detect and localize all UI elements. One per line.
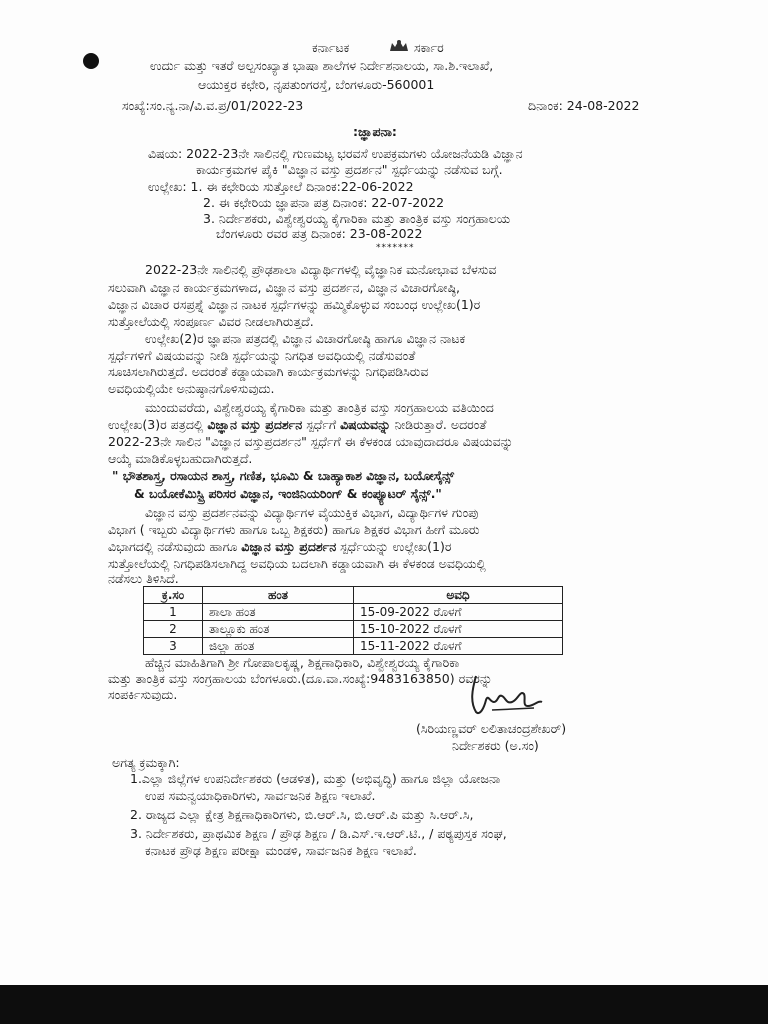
para1-line3: ವಿಜ್ಞಾನ ವಿಚಾರ ರಸಪ್ರಶ್ನೆ ವಿಜ್ಞಾನ ನಾಟಕ ಸ್ಪರ್ಧೆಗಳನ್ನು ಹಮ್ಮಿಕೊಳ್ಳುವ ಸಂಬಂಧ ಉಲ್ಲೇಖ(1)ರ xyxy=(108,297,481,312)
para1-line4: ಸುತ್ತೋಲೆಯಲ್ಲಿ ಸಂಪೂರ್ಣ ವಿವರ ನೀಡಲಾಗಿರುತ್ತದೆ. xyxy=(108,314,314,329)
table-row xyxy=(144,604,563,621)
para1-line2: ಸಲುವಾಗಿ ವಿಜ್ಞಾನ ಕಾರ್ಯಕ್ರಮಗಳಾದ, ವಿಜ್ಞಾನ ವಸ್ತು ಪ್ರದರ್ಶನ, ವಿಜ್ಞಾನ ವಿಚಾರಗೋಷ್ಠಿ, xyxy=(108,280,460,295)
para3-line2-mid: ಸ್ಪರ್ಧೆಗೆ xyxy=(302,417,341,432)
row2-period: 15-10-2022 ರೊಳಗೆ xyxy=(354,621,563,638)
row3-phase: ಜಿಲ್ಲಾ ಹಂತ xyxy=(203,638,354,655)
row1-period: 15-09-2022 ರೊಳಗೆ xyxy=(354,604,563,621)
para4-line3 xyxy=(108,539,451,554)
para3-line2-bold1: ವಿಜ್ಞಾನ ವಸ್ತು ಪ್ರದರ್ಶನ xyxy=(207,417,303,432)
para3-line2 xyxy=(108,417,486,432)
reference-3a: 3. ನಿರ್ದೇಶಕರು, ವಿಶ್ವೇಶ್ವರಯ್ಯ ಕೈಗಾರಿಕಾ ಮತ್ತು ತಾಂತ್ರಿಕ ವಸ್ತು ಸಂಗ್ರಹಾಲಯ xyxy=(203,211,511,226)
row1-phase: ಶಾಲಾ ಹಂತ xyxy=(203,604,354,621)
table-row xyxy=(144,621,563,638)
row2-phase: ತಾಲ್ಲೂಕು ಹಂತ xyxy=(203,621,354,638)
reference-2: 2. ಈ ಕಛೇರಿಯ ಜ್ಞಾಪನಾ ಪತ್ರ ದಿನಾಂಕ: 22-07-2022 xyxy=(203,195,445,210)
para3-line3: 2022-23ನೇ ಸಾಲಿನ "ವಿಜ್ಞಾನ ವಸ್ತುಪ್ರದರ್ಶನ" ಸ್ಪರ್ಧೆಗೆ ಈ ಕೆಳಕಂಡ ಯಾವುದಾದರೂ ವಿಷಯವನ್ನು xyxy=(108,434,514,449)
reference-3b: ಬೆಂಗಳೂರು ರವರ ಪತ್ರ ದಿನಾಂಕ: 23-08-2022 xyxy=(216,226,423,241)
contact-line1: ಹೆಚ್ಚಿನ ಮಾಹಿತಿಗಾಗಿ ಶ್ರೀ ಗೋಪಾಲಕೃಷ್ಣ, ಶಿಕ್ಷಣಾಧಿಕಾರಿ, ವಿಶ್ವೇಶ್ವರಯ್ಯ ಕೈಗಾರಿಕಾ xyxy=(145,655,460,670)
signatory-designation: ನಿರ್ದೇಶಕರು (ಅ.ಸಂ) xyxy=(452,738,539,753)
topics-line2: & ಬಯೋಕೆಮಿಸ್ಟ್ರಿ ಪರಿಸರ ವಿಜ್ಞಾನ, ಇಂಜಿನಿಯರಿಂಗ್ & ಕಂಪ್ಯೂಟರ್ ಸೈನ್ಸ್." xyxy=(134,487,442,501)
signatory-name: (ಸಿರಿಯಣ್ಣವರ್ ಲಲಿತಾಚಂದ್ರಶೇಖರ್) xyxy=(416,721,567,736)
para4-line3-post: ಸ್ಪರ್ಧೆಯನ್ನು ಉಲ್ಲೇಖ(1)ರ xyxy=(336,539,452,554)
punch-hole-mark xyxy=(83,53,99,69)
state-name-right: ಸರ್ಕಾರ xyxy=(414,40,444,55)
para4-line1: ವಿಜ್ಞಾನ ವಸ್ತು ಪ್ರದರ್ಶನವನ್ನು ವಿದ್ಯಾರ್ಥಿಗಳ ವೈಯುಕ್ತಿಕ ವಿಭಾಗ, ವಿದ್ಯಾರ್ಥಿಗಳ ಗುಂಪು xyxy=(145,505,479,520)
state-emblem-icon xyxy=(388,38,410,52)
separator-stars: ******* xyxy=(376,243,415,253)
contact-line3: ಸಂಪರ್ಕಿಸುವುದು. xyxy=(108,687,178,702)
copy-to-item3b: ಕನಾಟಕ ಪ್ರೌಢ ಶಿಕ್ಷಣ ಪರೀಕ್ಷಾ ಮಂಡಳಿ, ಸಾರ್ವಜನಿಕ ಶಿಕ್ಷಣ ಇಲಾಖೆ. xyxy=(145,843,417,858)
topics-line1: " ಭೌತಶಾಸ್ತ್ರ, ರಸಾಯನ ಶಾಸ್ತ್ರ, ಗಣಿತ, ಭೂಮಿ & ಬಾಹ್ಯಾಕಾಶ ವಿಜ್ಞಾನ, ಬಯೋಸೈನ್ಸ್ xyxy=(112,469,455,483)
memo-title: :ಜ್ಞಾಪನಾ: xyxy=(353,124,397,139)
para2-line1: ಉಲ್ಲೇಖ(2)ರ ಜ್ಞಾಪನಾ ಪತ್ರದಲ್ಲಿ ವಿಜ್ಞಾನ ವಿಚಾರಗೋಷ್ಠಿ ಹಾಗೂ ವಿಜ್ಞಾನ ನಾಟಕ xyxy=(145,331,466,346)
copy-to-item2: 2. ರಾಜ್ಯದ ಎಲ್ಲಾ ಕ್ಷೇತ್ರ ಶಿಕ್ಷಣಾಧಿಕಾರಿಗಳು, ಬಿ.ಆರ್.ಸಿ, ಬಿ.ಆರ್.ಪಿ ಮತ್ತು ಸಿ.ಆರ್.ಸಿ, xyxy=(130,807,474,822)
department-line-2: ಆಯುಕ್ತರ ಕಛೇರಿ, ನೃಪತುಂಗರಸ್ತೆ, ಬೆಂಗಳೂರು-560001 xyxy=(198,77,435,92)
para4-line2: ವಿಭಾಗ ( ಇಬ್ಬರು ವಿದ್ಯಾರ್ಥಿಗಳು ಹಾಗೂ ಒಬ್ಬ ಶಿಕ್ಷಕರು) ಹಾಗೂ ಶಿಕ್ಷಕರ ವಿಭಾಗ ಹೀಗೆ ಮೂರು xyxy=(108,522,480,537)
copy-to-heading: ಅಗತ್ಯ ಕ್ರಮಕ್ಕಾಗಿ: xyxy=(112,755,180,770)
table-header-row xyxy=(144,587,563,604)
row2-serial: 2 xyxy=(144,621,203,638)
letter-date: ದಿನಾಂಕ: 24-08-2022 xyxy=(528,98,640,113)
para3-line2-bold2: ವಿಷಯವನ್ನು xyxy=(340,417,391,432)
para3-line4: ಆಯ್ಕೆ ಮಾಡಿಕೊಳ್ಳಬಹುದಾಗಿರುತ್ತದೆ. xyxy=(108,451,253,466)
para4-line3-pre: ವಿಭಾಗದಲ್ಲಿ ನಡೆಸುವುದು ಹಾಗೂ xyxy=(108,539,242,554)
para4-line4: ಸುತ್ತೋಲೆಯಲ್ಲಿ ನಿಗಧಿಪಡಿಸಲಾಗಿದ್ದ ಅವಧಿಯ ಬದಲಾಗಿ ಕಡ್ಡಾಯವಾಗಿ ಈ ಕೆಳಕಂಡ ಅವಧಿಯಲ್ಲಿ xyxy=(108,556,486,571)
para3-line2-post: ನೀಡಿರುತ್ತಾರೆ. ಅದರಂತೆ xyxy=(390,417,487,432)
row3-serial: 3 xyxy=(144,638,203,655)
department-line-1: ಉರ್ದು ಮತ್ತು ಇತರೆ ಅಲ್ಪಸಂಖ್ಯಾತ ಭಾಷಾ ಶಾಲೆಗಳ ನಿರ್ದೇಶನಾಲಯ, ಸಾ.ಶಿ.ಇಲಾಖೆ, xyxy=(150,58,494,73)
table-row xyxy=(144,638,563,655)
subject-line-1: ವಿಷಯ: 2022-23ನೇ ಸಾಲಿನಲ್ಲಿ ಗುಣಮಟ್ಟ ಭರವಸೆ ಉಪಕ್ರಮಗಳು ಯೋಜನೆಯಡಿ ವಿಜ್ಞಾನ xyxy=(148,146,523,161)
para3-line2-pre: ಉಲ್ಲೇಖ(3)ರ ಪತ್ರದಲ್ಲಿ xyxy=(108,417,208,432)
row1-serial: 1 xyxy=(144,604,203,621)
para2-line2: ಸ್ಪರ್ಧೆಗಳಿಗೆ ವಿಷಯವನ್ನು ನೀಡಿ ಸ್ಪರ್ಧೆಯನ್ನು ನಿಗಧಿತ ಅವಧಿಯಲ್ಲಿ ನಡೆಸುವಂತೆ xyxy=(108,348,416,363)
header-period: ಅವಧಿ xyxy=(354,587,563,604)
reference-number: ಸಂಖ್ಯೆ:ಸಂ.ನ್ಯ.ನಾ/ವಿ.ವ.ಪ್ರ/01/2022-23 xyxy=(122,98,304,113)
state-name-left: ಕರ್ನಾಟಕ xyxy=(312,40,350,55)
para4-line5: ನಡೆಸಲು ತಿಳಿಸಿದೆ. xyxy=(108,571,179,586)
copy-to-item3a: 3. ನಿರ್ದೇಶಕರು, ಪ್ರಾಥಮಿಕ ಶಿಕ್ಷಣ / ಪ್ರೌಢ ಶಿಕ್ಷಣ / ಡಿ.ಎಸ್.ಇ.ಆರ್.ಟಿ., / ಪಠ್ಯಪುಸ್ತಕ ಸಂಘ, xyxy=(130,826,507,841)
contact-line2: ಮತ್ತು ತಾಂತ್ರಿಕ ವಸ್ತು ಸಂಗ್ರಹಾಲಯ ಬೆಂಗಳೂರು.(ದೂ.ವಾ.ಸಂಖ್ಯೆ:9483163850) ರವರನ್ನು xyxy=(108,671,493,686)
para3-line1: ಮುಂದುವರೆದು, ವಿಶ್ವೇಶ್ವರಯ್ಯ ಕೈಗಾರಿಕಾ ಮತ್ತು ತಾಂತ್ರಿಕ ವಸ್ತು ಸಂಗ್ರಹಾಲಯ ವತಿಯಿಂದ xyxy=(145,400,494,415)
row3-period: 15-11-2022 ರೊಳಗೆ xyxy=(354,638,563,655)
subject-line-2: ಕಾರ್ಯಕ್ರಮಗಳ ಪೈಕಿ "ವಿಜ್ಞಾನ ವಸ್ತು ಪ್ರದರ್ಶನ" ಸ್ಪರ್ಧೆಯನ್ನು ನಡೆಸುವ ಬಗ್ಗೆ. xyxy=(196,162,503,177)
copy-to-item1b: ಉಪ ಸಮನ್ವಯಾಧಿಕಾರಿಗಳು, ಸಾರ್ವಜನಿಕ ಶಿಕ್ಷಣ ಇಲಾಖೆ. xyxy=(145,788,376,803)
para2-line4: ಅವಧಿಯಲ್ಲಿಯೇ ಅನುಷ್ಠಾನಗೊಳಿಸುವುದು. xyxy=(108,381,275,396)
para2-line3: ಸೂಚಿಸಲಾಗಿರುತ್ತದೆ. ಅದರಂತೆ ಕಡ್ಡಾಯವಾಗಿ ಕಾರ್ಯಕ್ರಮಗಳನ್ನು ನಿಗಧಿಪಡಿಸಿರುವ xyxy=(108,364,429,379)
reference-1: ಉಲ್ಲೇಖ: 1. ಈ ಕಛೇರಿಯ ಸುತ್ತೋಲೆ ದಿನಾಂಕ:22-06-2022 xyxy=(148,179,414,194)
copy-to-item1a: 1.ಎಲ್ಲಾ ಜಿಲ್ಲೆಗಳ ಉಪನಿರ್ದೇಶಕರು (ಆಡಳಿತ), ಮತ್ತು (ಅಭಿವೃದ್ಧಿ) ಹಾಗೂ ಜಿಲ್ಲಾ ಯೋಜನಾ xyxy=(130,771,501,786)
scan-bottom-edge xyxy=(0,985,768,1024)
phase-schedule-table xyxy=(143,586,563,655)
signature-icon xyxy=(462,672,546,718)
header-phase: ಹಂತ xyxy=(203,587,354,604)
header-serial: ಕ್ರ.ಸಂ xyxy=(144,587,203,604)
para4-line3-bold: ವಿಜ್ಞಾನ ವಸ್ತು ಪ್ರದರ್ಶನ xyxy=(241,539,337,554)
para1-line1: 2022-23ನೇ ಸಾಲಿನಲ್ಲಿ ಪ್ರೌಢಶಾಲಾ ವಿದ್ಯಾರ್ಥಿಗಳಲ್ಲಿ ವೈಜ್ಞಾನಿಕ ಮನೋಭಾವ ಬೆಳಸುವ xyxy=(145,262,497,277)
